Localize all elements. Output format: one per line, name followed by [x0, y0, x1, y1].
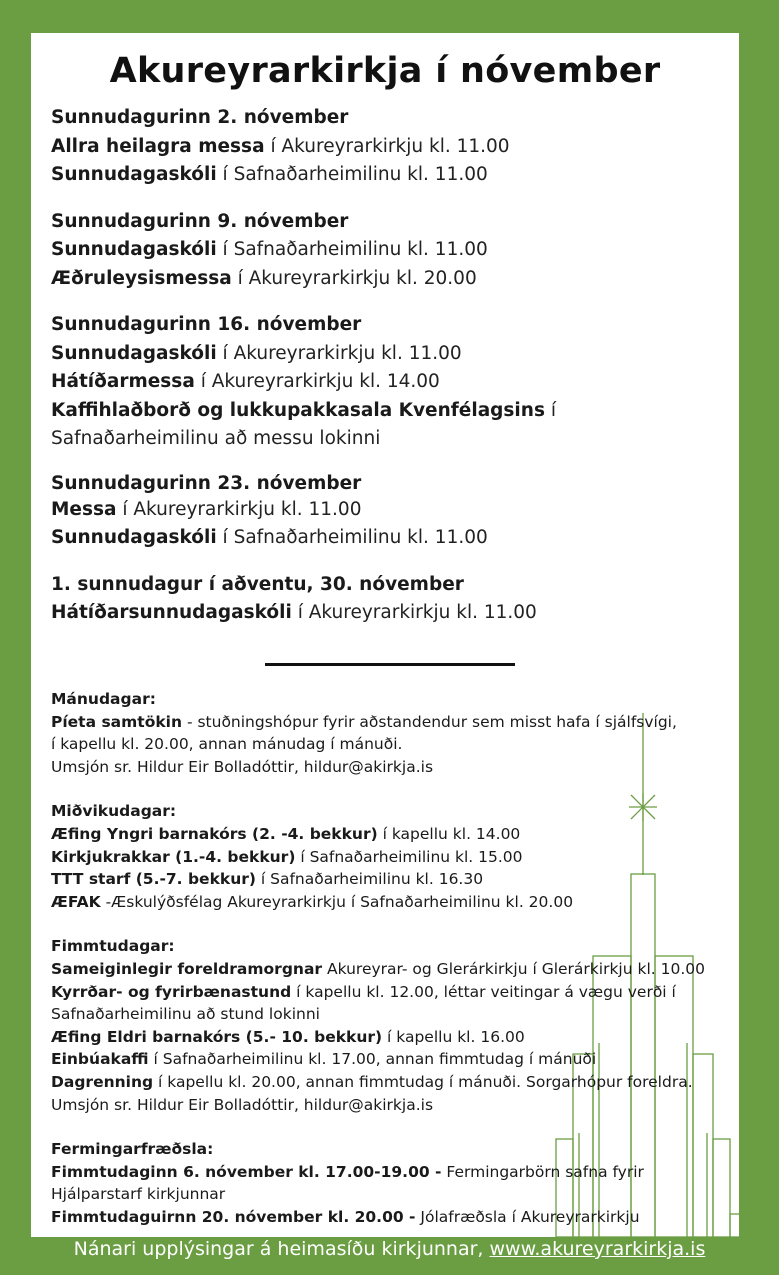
website-link[interactable]: www.akureyrarkirkja.is	[489, 1238, 706, 1260]
november-schedule	[51, 104, 731, 646]
event-line: Allra heilagra messa í Akureyrarkirkju kl. 11.00	[51, 135, 510, 157]
activity-line: Kyrrðar- og fyrirbænastund í kapellu kl. 12.00, léttar veitingar á vægu verði í	[51, 982, 676, 1001]
event-line: Messa í Akureyrarkirkju kl. 11.00	[51, 498, 362, 520]
activity-line: Píeta samtökin - stuðningshópur fyrir aðstandendur sem misst hafa í sjálfsvígi,	[51, 712, 677, 731]
weekday-heading: Miðvikudagar:	[51, 802, 177, 821]
schedule-day	[51, 208, 731, 294]
event-line: Hátíðarmessa í Akureyrarkirkju kl. 14.00	[51, 371, 440, 392]
schedule-day	[51, 571, 731, 628]
event-line: Hátíðarsunnudagaskóli í Akureyrarkirkju kl. 11.00	[51, 602, 537, 623]
activity-line: Sameiginlegir foreldramorgnar Akureyrar- og Glerárkirkju í Glerárkirkju kl. 10.00	[51, 959, 705, 978]
flyer-panel	[31, 33, 739, 1237]
weekday-heading: Fermingarfræðsla:	[51, 1140, 214, 1159]
page-title: Akureyrarkirkja í nóvember	[109, 51, 661, 91]
weekday-group	[51, 688, 739, 778]
schedule-day	[51, 104, 731, 190]
day-heading: Sunnudagurinn 9. nóvember	[51, 210, 349, 232]
footer-text: Nánari upplýsingar á heimasíðu kirkjunnar,	[73, 1238, 490, 1260]
event-line: Safnaðarheimilinu að messu lokinni	[51, 428, 381, 449]
activity-line: Fimmtudaginn 6. nóvember kl. 17.00-19.00 - Fermingarbörn safna fyrir	[51, 1162, 644, 1181]
activity-line: TTT starf (5.-7. bekkur) í Safnaðarheimilinu kl. 16.30	[51, 870, 484, 889]
activity-line: Æfing Yngri barnakórs (2. -4. bekkur) í kapellu kl. 14.00	[51, 824, 521, 843]
weekday-group	[51, 800, 739, 913]
event-line: Kaffihlaðborð og lukkupakkasala Kvenfélagsins í	[51, 399, 556, 421]
activity-line: Dagrenning í kapellu kl. 20.00, annan fimmtudag í mánuði. Sorgarhópur foreldra.	[51, 1072, 693, 1091]
weekly-schedule	[51, 688, 739, 1237]
activity-line: Æfing Eldri barnakórs (5.- 10. bekkur) í kapellu kl. 16.00	[51, 1027, 525, 1046]
activity-line: Fimmtudaguirnn 20. nóvember kl. 20.00 - Jólafræðsla í Akureyrarkirkju	[51, 1207, 640, 1226]
activity-line: Safnaðarheimilinu að stund lokinni	[51, 1005, 320, 1024]
weekday-heading: Mánudagar:	[51, 690, 156, 708]
event-line: Sunnudagaskóli í Safnaðarheimilinu kl. 11.00	[51, 164, 488, 185]
event-line: Sunnudagaskóli í Safnaðarheimilinu kl. 11.00	[51, 239, 488, 260]
activity-line: í kapellu kl. 20.00, annan mánudag í mánuði.	[51, 735, 403, 754]
activity-line: Umsjón sr. Hildur Eir Bolladóttir, hildur@akirkja.is	[51, 1095, 434, 1114]
activity-line: Einbúakaffi í Safnaðarheimilinu kl. 17.00, annan fimmtudag í mánuði	[51, 1050, 597, 1069]
weekday-group	[51, 935, 739, 1116]
day-heading: Sunnudagurinn 16. nóvember	[51, 314, 362, 335]
schedule-day	[51, 472, 731, 553]
schedule-day	[51, 311, 731, 454]
weekday-group	[51, 1138, 739, 1228]
activity-line: ÆFAK -Æskulýðsfélag Akureyrarkirkju í Safnaðarheimilinu kl. 20.00	[51, 892, 574, 911]
event-line: Sunnudagaskóli í Safnaðarheimilinu kl. 11.00	[51, 527, 488, 548]
event-line: Sunnudagaskóli í Akureyrarkirkju kl. 11.00	[51, 342, 462, 364]
section-divider	[265, 663, 515, 666]
day-heading: Sunnudagurinn 2. nóvember	[51, 107, 349, 128]
activity-line: Umsjón sr. Hildur Eir Bolladóttir, hildur@akirkja.is	[51, 757, 434, 776]
day-heading: 1. sunnudagur í aðventu, 30. nóvember	[51, 573, 464, 595]
event-line: Æðruleysismessa í Akureyrarkirkju kl. 20.00	[51, 267, 477, 289]
footer	[0, 1238, 779, 1260]
activity-line: Kirkjukrakkar (1.-4. bekkur) í Safnaðarheimilinu kl. 15.00	[51, 847, 523, 866]
day-heading: Sunnudagurinn 23. nóvember	[51, 472, 362, 494]
activity-line: Hjálparstarf kirkjunnar	[51, 1185, 226, 1204]
weekday-heading: Fimmtudagar:	[51, 937, 175, 956]
